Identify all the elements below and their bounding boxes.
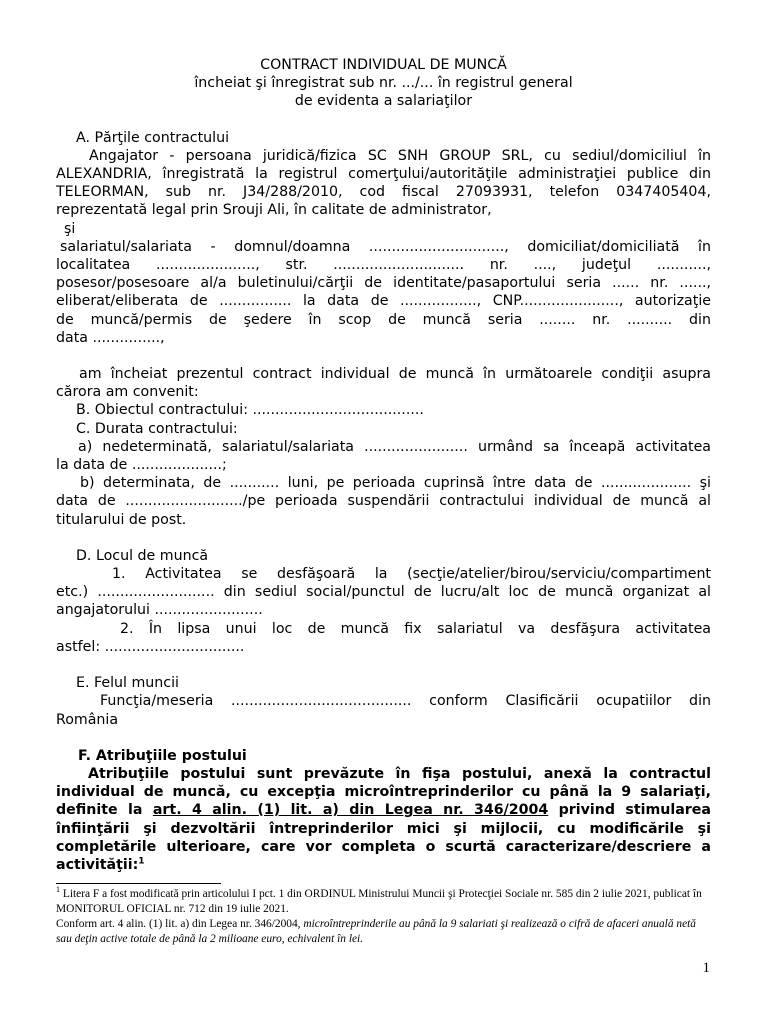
duration-a-line-1: a) nedeterminată, salariatul/salariata ....................... urmând sa înceapă activitatea: [78, 438, 711, 455]
footnote-2: [56, 917, 711, 947]
duration-a-line-2: la data de ....................;: [56, 457, 227, 474]
section-e-heading: E. Felul muncii: [76, 675, 179, 692]
footnote-number: 1: [56, 885, 60, 895]
duties-line-3: [56, 801, 711, 819]
contract-title: CONTRACT INDIVIDUAL DE MUNCĂ: [260, 57, 507, 73]
intro-line-1: am încheiat prezentul contract individual de muncă în următoarele condiţii asupra: [79, 366, 711, 383]
employee-line-6: data ...............,: [56, 329, 165, 346]
footnote-2-pre: Conform art. 4 alin. (1) lit. a) din Legea nr. 346/2004,: [56, 918, 304, 931]
intro-line-2: cărora am convenit:: [56, 384, 199, 401]
footnote-divider: [56, 883, 221, 884]
section-a-heading: A. Părţile contractului: [76, 129, 230, 146]
section-d-heading: D. Locul de muncă: [76, 547, 209, 564]
page-number: 1: [702, 960, 710, 976]
job-line-2: România: [56, 711, 119, 728]
footnote-ref[interactable]: 1: [138, 856, 145, 867]
job-line-1: Funcţia/meseria ........................................ conform Clasificării ocupatiilor din: [100, 693, 711, 710]
section-c-heading: C. Durata contractului:: [76, 420, 238, 437]
employer-line-4: reprezentată legal prin Srouji Ali, în calitate de administrator,: [56, 202, 492, 219]
workplace-2-line-2: astfel: ...............................: [56, 638, 245, 655]
employee-line-4: eliberat/eliberata de ................ la data de ................., CNP......................, autorizaţie: [56, 293, 711, 310]
duties-line-3-pre: definite la: [56, 802, 153, 819]
duties-line-3-post: privind stimularea: [548, 802, 711, 819]
employee-line-2: localitatea ......................, str. ............................. nr. ...., judeţul ...........,: [56, 257, 711, 274]
workplace-1-line-3: angajatorului ........................: [56, 602, 263, 619]
duties-line-2: individual de muncă, cu excepţia microîntreprinderilor cu până la 9 salariaţi,: [56, 784, 711, 801]
employer-line-3: TELEORMAN, sub nr. J34/288/2010, cod fiscal 27093931, telefon 0347405404,: [56, 184, 711, 201]
employee-line-3: posesor/posesoare al/a buletinului/cărţii de identitate/pasaportului seria ...... nr. ......,: [56, 275, 711, 292]
duration-b-line-3: titularului de post.: [56, 511, 187, 528]
and-word: şi: [64, 220, 76, 237]
registry-line: de evidenta a salariaţilor: [294, 93, 473, 110]
section-f-heading: F. Atribuţiile postului: [78, 747, 247, 764]
duration-b-line-1: b) determinata, de ........... luni, pe perioada cuprinsă între data de .................... şi: [80, 475, 711, 492]
document-page: [56, 56, 711, 947]
employer-line-2: ALEXANDRIA, înregistrată la registrul comerţului/autorităţile administraţiei publice din: [56, 166, 711, 183]
workplace-1-line-1: 1. Activitatea se desfăşoară la (secţie/atelier/birou/serviciu/compartiment: [112, 566, 711, 583]
employee-line-5: de muncă/permis de şedere în scop de muncă seria ........ nr. .......... din: [56, 311, 711, 328]
duties-line-6-text: activităţii:: [56, 856, 139, 873]
duration-b-line-2: data de ........................../pe perioada suspendării contractului individual de muncă al: [56, 493, 711, 510]
employee-line-1: salariatul/salariata - domnul/doamna .............................., domiciliat/domiciliată în: [60, 238, 711, 255]
footnote-1-text: Litera F a fost modificată prin articolului I pct. 1 din ORDINUL Ministrului Muncii şi Protecţiei Sociale nr. 585 din 2 iulie 2021, publicat în MONITORUL OFICIAL nr. 712 din 19 iulie 2021.: [56, 888, 702, 916]
registration-line: încheiat şi înregistrat sub nr. .../... în registrul general: [194, 75, 573, 92]
footnote-2-italic: microîntreprinderile au până la 9 salariati şi realizează o cifră de afaceri anuală netă sau deţin active totale de până la 2 milioane euro, echivalent în lei.: [56, 918, 697, 946]
workplace-2-line-1: 2. În lipsa unui loc de muncă fix salariatul va desfăşura activitatea: [120, 620, 711, 637]
law-346-link[interactable]: art. 4 alin. (1) lit. a) din Legea nr. 346/2004: [152, 802, 549, 819]
employer-line-1: Angajator - persoana juridică/fizica SC SNH GROUP SRL, cu sediul/domiciliul în: [89, 147, 711, 164]
section-b: B. Obiectul contractului: ......................................: [76, 402, 424, 419]
footnote-1: [56, 887, 711, 917]
duties-line-6: [56, 856, 711, 874]
workplace-1-line-2: etc.) .......................... din sediul social/punctul de lucru/alt loc de muncă organizat al: [56, 584, 711, 601]
duties-line-1: Atribuţiile postului sunt prevăzute în fişa postului, anexă la contractul: [88, 765, 711, 782]
duties-line-5: completările ulterioare, care vor completa o scurtă caracterizare/descriere a: [56, 838, 711, 855]
duties-line-4: înfiinţării şi dezvoltării întreprinderilor mici şi mijlocii, cu modificările şi: [56, 820, 711, 837]
